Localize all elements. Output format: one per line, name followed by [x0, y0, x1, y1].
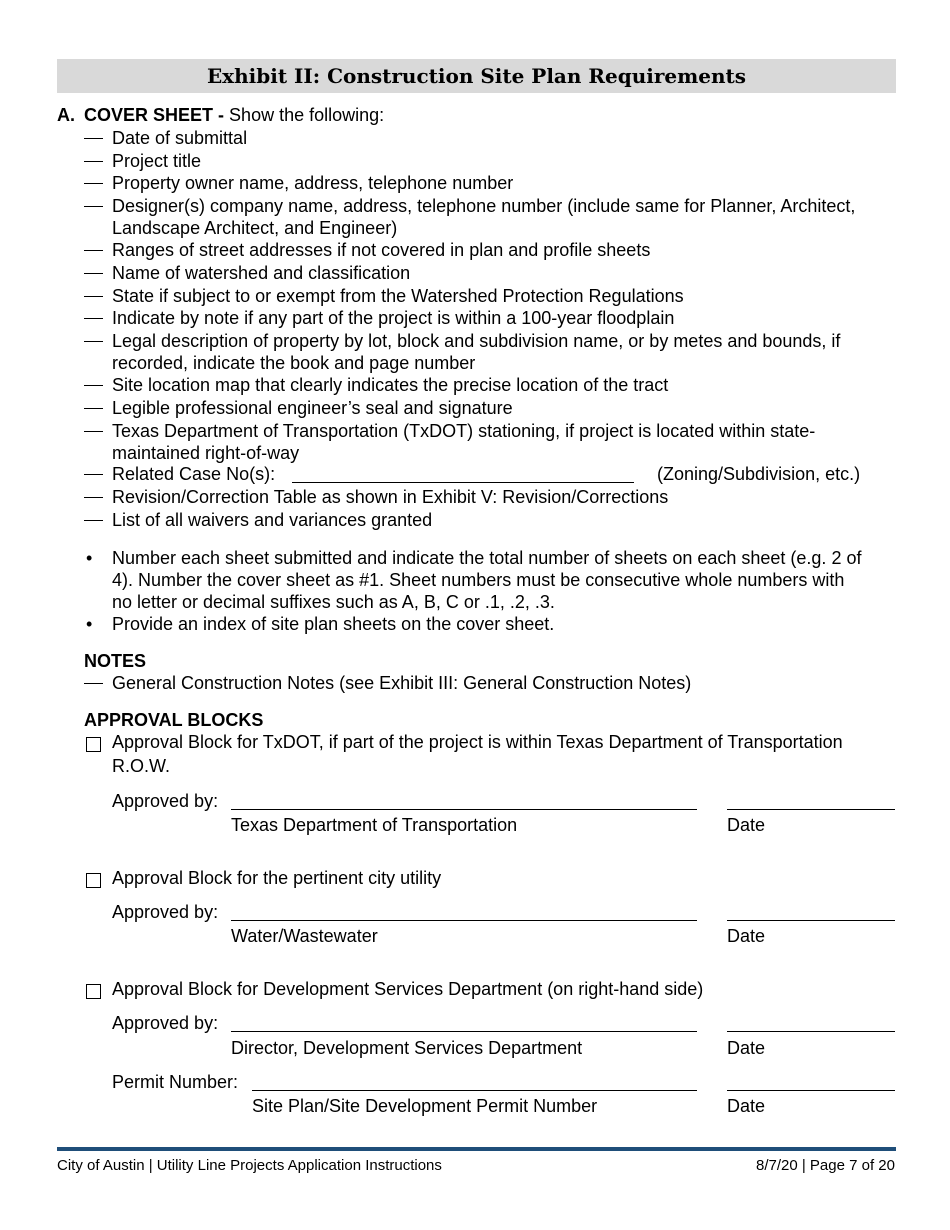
- list-item: Name of watershed and classification: [112, 263, 411, 283]
- notes-item: General Construction Notes (see Exhibit III: General Construction Notes): [112, 673, 692, 693]
- bullet-text-continuation: 4). Number the cover sheet as #1. Sheet numbers must be consecutive whole numbers with: [112, 570, 845, 590]
- utility-signature-line[interactable]: [231, 920, 697, 921]
- txdot-date-line[interactable]: [727, 809, 895, 810]
- approved-by-label: Approved by:: [112, 791, 219, 811]
- approved-by-label: Approved by:: [112, 1013, 219, 1033]
- utility-signature-caption: Water/Wastewater: [231, 926, 378, 946]
- approved-by-label: Approved by:: [112, 902, 219, 922]
- list-item: Site location map that clearly indicates the precise location of the tract: [112, 375, 669, 395]
- date-caption: Date: [727, 815, 766, 835]
- section-heading-line: [84, 104, 384, 126]
- page-title: Exhibit II: Construction Site Plan Requirements: [206, 64, 747, 88]
- footer-page-info: 8/7/20 | Page 7 of 20: [755, 1157, 895, 1174]
- dsd-block-label: Approval Block for Development Services Department (on right-hand side): [112, 979, 704, 999]
- list-item: Revision/Correction Table as shown in Exhibit V: Revision/Corrections: [112, 487, 669, 507]
- txdot-signature-line[interactable]: [231, 809, 697, 810]
- list-item: Texas Department of Transportation (TxDOT) stationing, if project is located within state-: [112, 421, 816, 441]
- date-caption: Date: [727, 1096, 766, 1116]
- bullet-text-continuation: no letter or decimal suffixes such as A, B, C or .1, .2, .3.: [112, 592, 555, 612]
- list-item: List of all waivers and variances granted: [112, 510, 433, 530]
- list-item: Legal description of property by lot, block and subdivision name, or by metes and bounds, if: [112, 331, 841, 351]
- utility-checkbox[interactable]: [86, 873, 101, 888]
- related-case-input-line[interactable]: [292, 482, 634, 483]
- bullet-text: Number each sheet submitted and indicate the total number of sheets on each sheet (e.g. 2 of: [112, 548, 862, 568]
- list-item: Designer(s) company name, address, telephone number (include same for Planner, Architect,: [112, 196, 856, 216]
- txdot-checkbox[interactable]: [86, 737, 101, 752]
- bullet-marker: •: [86, 614, 93, 634]
- notes-heading: NOTES: [84, 651, 147, 671]
- footer-rule: [57, 1147, 896, 1151]
- dsd-signature-line[interactable]: [231, 1031, 697, 1032]
- list-item: Date of submittal: [112, 128, 248, 148]
- date-caption: Date: [727, 1038, 766, 1058]
- txdot-block-label-continuation: R.O.W.: [112, 756, 170, 776]
- list-item: Project title: [112, 151, 202, 171]
- list-item: Ranges of street addresses if not covered in plan and profile sheets: [112, 240, 651, 260]
- txdot-block-label: Approval Block for TxDOT, if part of the project is within Texas Department of Transportation: [112, 732, 843, 752]
- related-case-note: (Zoning/Subdivision, etc.): [657, 464, 861, 484]
- section-intro: Show the following:: [229, 105, 385, 125]
- section-letter: A.: [57, 105, 75, 125]
- date-caption: Date: [727, 926, 766, 946]
- footer-left: City of Austin | Utility Line Projects Application Instructions: [57, 1157, 442, 1174]
- section-heading: COVER SHEET -: [84, 105, 225, 125]
- list-item: Property owner name, address, telephone number: [112, 173, 514, 193]
- dsd-signature-caption: Director, Development Services Department: [231, 1038, 583, 1058]
- list-item: State if subject to or exempt from the Watershed Protection Regulations: [112, 286, 684, 306]
- list-item: Legible professional engineer’s seal and signature: [112, 398, 513, 418]
- permit-number-label: Permit Number:: [112, 1072, 239, 1092]
- permit-number-line[interactable]: [252, 1090, 697, 1091]
- list-item-continuation: Landscape Architect, and Engineer): [112, 218, 398, 238]
- permit-number-caption: Site Plan/Site Development Permit Number: [252, 1096, 598, 1116]
- approval-heading: APPROVAL BLOCKS: [84, 710, 264, 730]
- dsd-checkbox[interactable]: [86, 984, 101, 999]
- utility-block-label: Approval Block for the pertinent city utility: [112, 868, 442, 888]
- list-item: Indicate by note if any part of the project is within a 100-year floodplain: [112, 308, 675, 328]
- bullet-text: Provide an index of site plan sheets on the cover sheet.: [112, 614, 555, 634]
- dsd-date-line[interactable]: [727, 1031, 895, 1032]
- bullet-marker: •: [86, 548, 93, 568]
- related-case-label: Related Case No(s):: [112, 464, 276, 484]
- list-item-continuation: maintained right-of-way: [112, 443, 300, 463]
- list-item-continuation: recorded, indicate the book and page number: [112, 353, 476, 373]
- txdot-signature-caption: Texas Department of Transportation: [231, 815, 518, 835]
- utility-date-line[interactable]: [727, 920, 895, 921]
- permit-date-line[interactable]: [727, 1090, 895, 1091]
- title-bar: [57, 59, 896, 93]
